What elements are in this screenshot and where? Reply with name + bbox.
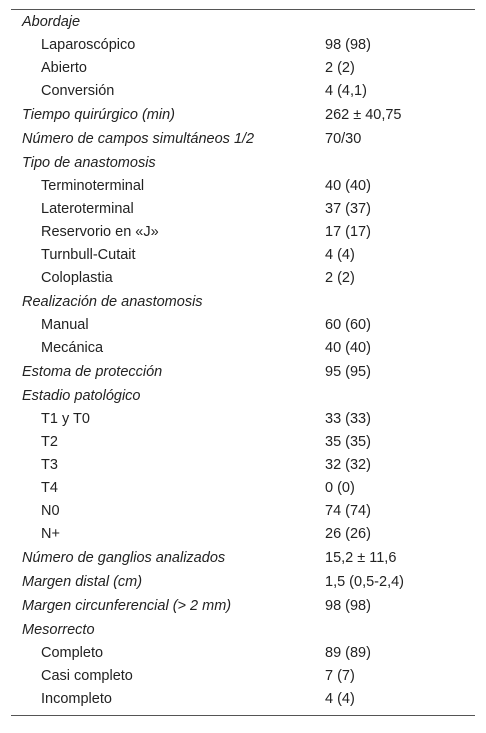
row-value: 1,5 (0,5-2,4): [325, 574, 404, 590]
row-heading: Margen distal (cm): [22, 574, 143, 590]
row-value: 262 ± 40,75: [325, 107, 402, 123]
table-body: [11, 10, 475, 715]
row-label: N0: [41, 503, 60, 519]
row-value: 7 (7): [325, 668, 355, 684]
row-heading: Abordaje: [22, 14, 81, 30]
row-label: Terminoterminal: [41, 178, 145, 194]
table-row: [11, 477, 475, 500]
row-value: 74 (74): [325, 503, 371, 519]
row-label: T2: [41, 434, 58, 450]
row-value: 98 (98): [325, 598, 371, 614]
table-bottom-rule: [11, 715, 475, 716]
table-row: [11, 408, 475, 431]
row-label: Casi completo: [41, 668, 133, 684]
row-value: 98 (98): [325, 37, 371, 53]
row-heading: Número de campos simultáneos 1/2: [22, 131, 255, 147]
table-row: [11, 431, 475, 454]
table-section-row: [11, 361, 475, 384]
table-row: [11, 80, 475, 103]
table-row: [11, 267, 475, 290]
row-label: T3: [41, 457, 58, 473]
table-section-row: [11, 547, 475, 570]
row-value: 33 (33): [325, 411, 371, 427]
row-label: Laparoscópico: [41, 37, 136, 53]
row-value: 26 (26): [325, 526, 371, 542]
row-value: 4 (4,1): [325, 83, 367, 99]
table-row: [11, 688, 475, 711]
row-label: N+: [41, 526, 60, 542]
row-value: 60 (60): [325, 317, 371, 333]
row-heading: Realización de anastomosis: [22, 294, 203, 310]
row-label: Reservorio en «J»: [41, 224, 159, 240]
table-row: [11, 198, 475, 221]
table-row: [11, 337, 475, 360]
table-section-row: [11, 104, 475, 127]
table-row: [11, 221, 475, 244]
table-row: [11, 314, 475, 337]
row-value: 4 (4): [325, 247, 355, 263]
row-label: Abierto: [41, 60, 87, 76]
row-value: 40 (40): [325, 178, 371, 194]
table-section-row: [11, 11, 475, 34]
row-label: Mecánica: [41, 340, 104, 356]
row-label: Lateroterminal: [41, 201, 134, 217]
table-row: [11, 642, 475, 665]
row-value: 15,2 ± 11,6: [325, 550, 397, 566]
row-label: Coloplastia: [41, 270, 113, 286]
row-value: 17 (17): [325, 224, 371, 240]
row-label: Incompleto: [41, 691, 112, 707]
row-heading: Tiempo quirúrgico (min): [22, 107, 175, 123]
table-row: [11, 454, 475, 477]
row-heading: Tipo de anastomosis: [22, 155, 156, 171]
row-value: 70/30: [325, 131, 362, 147]
table-section-row: [11, 571, 475, 594]
results-table: [11, 9, 475, 716]
table-row: [11, 523, 475, 546]
row-label: Manual: [41, 317, 89, 333]
table-section-row: [11, 619, 475, 642]
table-row: [11, 57, 475, 80]
row-label: T4: [41, 480, 58, 496]
row-label: Turnbull-Cutait: [41, 247, 136, 263]
table-section-row: [11, 152, 475, 175]
row-heading: Estadio patológico: [22, 388, 141, 404]
row-value: 0 (0): [325, 480, 355, 496]
row-heading: Margen circunferencial (> 2 mm): [22, 598, 232, 614]
row-value: 35 (35): [325, 434, 371, 450]
row-value: 2 (2): [325, 60, 355, 76]
row-heading: Mesorrecto: [22, 622, 95, 638]
row-value: 2 (2): [325, 270, 355, 286]
table-row: [11, 175, 475, 198]
row-value: 4 (4): [325, 691, 355, 707]
row-value: 95 (95): [325, 364, 371, 380]
table-row: [11, 34, 475, 57]
table-row: [11, 665, 475, 688]
table-section-row: [11, 595, 475, 618]
row-label: Conversión: [41, 83, 115, 99]
row-value: 32 (32): [325, 457, 371, 473]
table-section-row: [11, 291, 475, 314]
row-label: T1 y T0: [41, 411, 90, 427]
row-value: 89 (89): [325, 645, 371, 661]
row-heading: Número de ganglios analizados: [22, 550, 226, 566]
table-row: [11, 500, 475, 523]
row-value: 40 (40): [325, 340, 371, 356]
row-value: 37 (37): [325, 201, 371, 217]
row-label: Completo: [41, 645, 104, 661]
table-row: [11, 244, 475, 267]
row-heading: Estoma de protección: [22, 364, 163, 380]
table-section-row: [11, 385, 475, 408]
table-section-row: [11, 128, 475, 151]
